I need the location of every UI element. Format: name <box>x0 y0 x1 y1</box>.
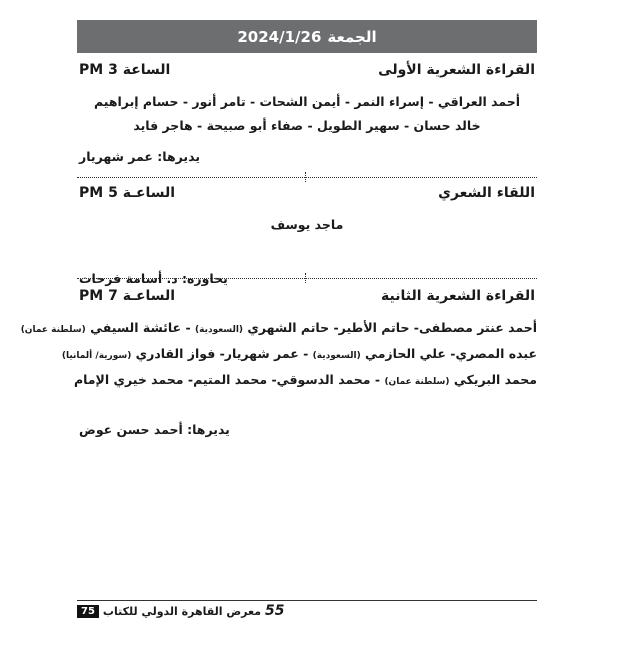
footer-rule <box>77 600 537 601</box>
participants-line: عبده المصري- علي الحازمي (السعودية) - عمر شهريار- فواز القادري (سورية/ ألمانيا) <box>61 346 537 361</box>
section-first-reading <box>77 62 537 164</box>
date-header <box>77 20 537 53</box>
country-note: (سلطنة عمان) <box>384 377 450 387</box>
participants-line: خالد حسان - سهير الطويل - صفاء أبو صبيحة - هاجر فايد <box>133 118 481 133</box>
section-time: الساعـة 7 PM <box>79 288 176 304</box>
country-note: (سلطنة عمان) <box>20 325 86 335</box>
date-label: 2024/1/26 <box>237 27 322 46</box>
country-note: (السعودية) <box>195 325 244 335</box>
participants-line: أحمد العراقي - إسراء النمر - أيمن الشحات - تامر أنور - حسام إبراهيم <box>93 94 521 109</box>
participants-line: أحمد عنتر مصطفى- حاتم الأطير- حاتم الشهري (السعودية) - عائشة السيفي (سلطنة عمان) <box>20 320 537 335</box>
page-number: 75 <box>77 605 99 618</box>
moderator-label: يديرها: عمر شهريار <box>79 149 201 164</box>
section-divider <box>77 177 537 178</box>
country-note: (السعودية) <box>312 351 361 361</box>
moderator-label: يديرها: أحمد حسن عوض <box>79 422 230 437</box>
country-note: (سورية/ ألمانيا) <box>61 351 132 361</box>
guest-name: ماجد يوسف <box>270 217 344 232</box>
edition-number: 55 <box>265 603 285 619</box>
participants-line: محمد البريكي (سلطنة عمان) - محمد الدسوقي- محمد المتيم- محمد خيري الإمام <box>73 372 537 387</box>
moderator-label: يحاوره: د. أسامة فرحات <box>79 271 228 286</box>
section-time: الساعـة 5 PM <box>79 185 176 201</box>
day-label: الجمعة <box>327 27 377 46</box>
section-title: القراءة الشعرية الأولى <box>378 62 535 78</box>
section-time: الساعة 3 PM <box>79 62 171 78</box>
section-poetry-meeting <box>77 185 537 286</box>
section-divider <box>77 278 537 279</box>
footer <box>77 603 285 619</box>
section-second-reading <box>20 288 537 437</box>
section-title: القراءة الشعرية الثانية <box>381 288 535 304</box>
section-title: اللقاء الشعري <box>438 185 535 201</box>
program-page <box>20 20 537 620</box>
publication-name: معرض القاهرة الدولي للكتاب <box>102 604 262 618</box>
